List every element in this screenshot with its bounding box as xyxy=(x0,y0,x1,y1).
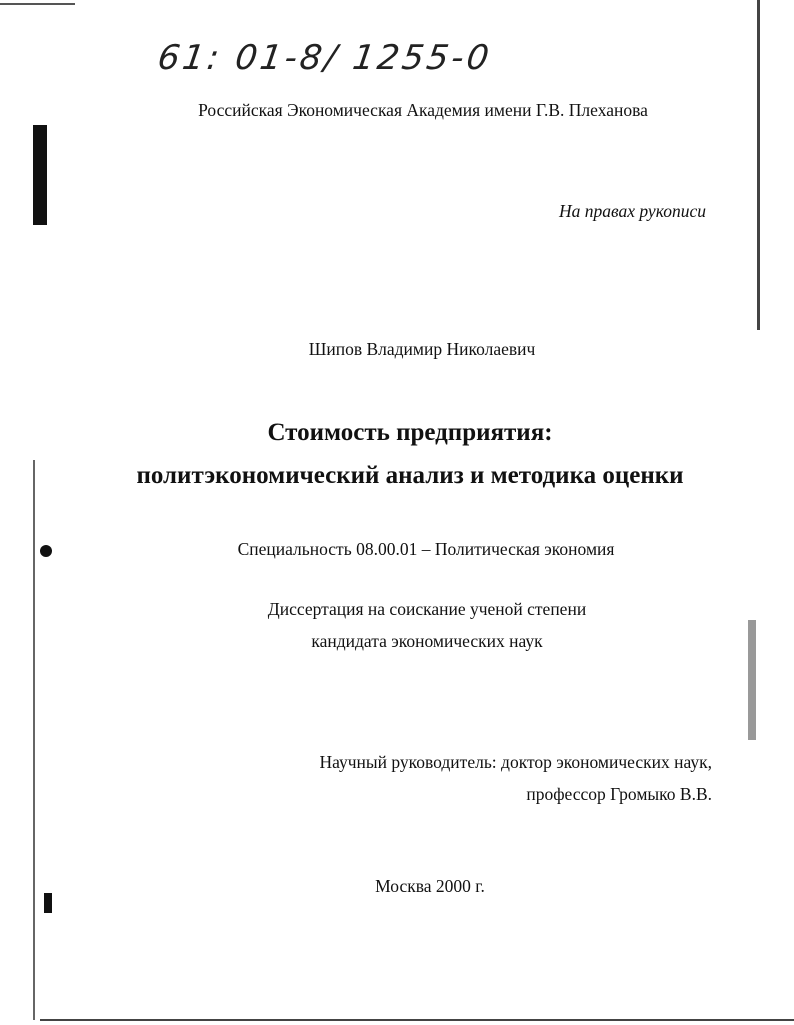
rights-note: На правах рукописи xyxy=(559,201,706,221)
scan-artifact-left-mark xyxy=(40,545,52,557)
supervisor-line-2: профессор Громыко В.В. xyxy=(526,784,712,804)
title-line-1: Стоимость предприятия: xyxy=(267,419,553,446)
scan-artifact-right-line xyxy=(757,0,760,330)
scan-artifact-bottom-line xyxy=(40,1019,794,1021)
degree-line-1: Диссертация на соискание ученой степени xyxy=(267,599,587,619)
institution: Российская Экономическая Академия имени Г.В. Плеханова xyxy=(198,100,648,120)
scan-artifact-top-line xyxy=(0,3,75,5)
scan-artifact-left-mark-2 xyxy=(44,893,52,913)
scan-artifact-left-bar xyxy=(33,125,47,225)
specialty: Специальность 08.00.01 – Политическая экономия xyxy=(237,539,615,559)
degree-line-2: кандидата экономических наук xyxy=(311,631,543,651)
supervisor-line-1: Научный руководитель: доктор экономических наук, xyxy=(319,752,712,772)
scan-artifact-right-dots xyxy=(748,620,756,740)
title-line-2: политэкономический анализ и методика оценки xyxy=(136,462,684,489)
scan-artifact-left-line xyxy=(33,460,35,1020)
handwritten-code: 61: 01-8/ 1255-0 xyxy=(155,38,495,78)
author: Шипов Владимир Николаевич xyxy=(308,339,536,359)
city-year: Москва 2000 г. xyxy=(375,876,485,896)
